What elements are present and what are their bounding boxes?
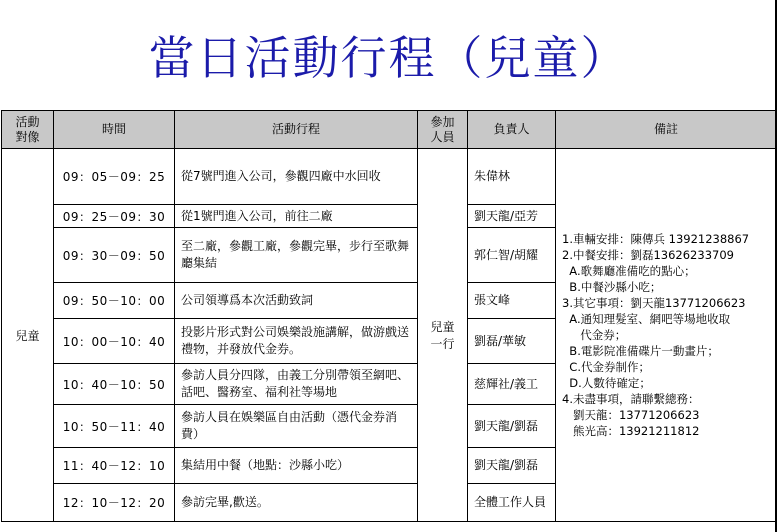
table-row: [2, 149, 777, 205]
participants-cell: [418, 149, 468, 522]
remark-line: 4.未盡事項，請聯繫總務：: [562, 392, 700, 406]
activity-cell: 投影片形式對公司娛樂設施講解，做游戲送禮物，并發放代金券。: [175, 319, 418, 364]
remarks-cell: [556, 149, 777, 522]
remark-line: A.歌舞廳准備吃的點心；: [562, 264, 696, 278]
participants-label: 兒童 一行: [430, 320, 455, 351]
schedule-table: [1, 110, 777, 522]
responsible-cell: 郭仁智/胡耀: [468, 228, 556, 283]
page-title: 當日活動行程（兒童）: [148, 31, 629, 85]
responsible-cell: 劉天龍/亞芳: [468, 205, 556, 228]
time-cell: 09：05－09：25: [54, 149, 175, 205]
responsible-cell: 慈輝社/義工: [468, 364, 556, 405]
activity-cell: 從1號門進入公司，前往二廠: [175, 205, 418, 228]
remark-line: 3.其它事項：劉天龍13771206623: [562, 296, 746, 310]
time-cell: 10：00－10：40: [54, 319, 175, 364]
header-participants: [418, 111, 468, 149]
remark-line: 劉天龍：13771206623: [562, 408, 700, 422]
header-target: [2, 111, 54, 149]
remark-line: 熊光高：13921211812: [562, 424, 700, 438]
activity-cell: 參訪人員在娛樂區自由活動（憑代金券消費）: [175, 405, 418, 448]
remark-line: B.中餐沙縣小吃；: [562, 280, 662, 294]
activity-cell: 參訪完畢,歡送。: [175, 484, 418, 522]
activity-cell: 公司領導爲本次活動致詞: [175, 283, 418, 319]
remark-line: D.人數待確定；: [562, 376, 651, 390]
remark-line: B.電影院准備碟片一動畫片；: [562, 344, 719, 358]
responsible-cell: 張文峰: [468, 283, 556, 319]
time-cell: 09：25－09：30: [54, 205, 175, 228]
activity-cell: 至二廠，參觀工廠，參觀完畢，步行至歌舞廳集結: [175, 228, 418, 283]
time-cell: 09：30－09：50: [54, 228, 175, 283]
time-cell: 10：50－11：40: [54, 405, 175, 448]
responsible-cell: 劉磊/華敏: [468, 319, 556, 364]
target-cell: 兒童: [2, 149, 54, 522]
header-target-label: 活動 對像: [15, 114, 40, 144]
activity-cell: 從7號門進入公司，參觀四廠中水回收: [175, 149, 418, 205]
header-row: [2, 111, 777, 149]
header-activity: 活動行程: [175, 111, 418, 149]
time-cell: 12：10－12：20: [54, 484, 175, 522]
remark-line: 代金券；: [562, 328, 627, 342]
remark-line: C.代金券制作；: [562, 360, 650, 374]
remark-line: 1.車輛安排：陳傳兵 13921238867: [562, 232, 750, 246]
remark-line: 2.中餐安排：劉磊13626233709: [562, 248, 734, 262]
activity-cell: 集結用中餐（地點：沙縣小吃）: [175, 448, 418, 484]
header-participants-label: 參加 人員: [430, 114, 455, 144]
responsible-cell: 朱偉林: [468, 149, 556, 205]
time-cell: 09：50－10：00: [54, 283, 175, 319]
time-cell: 10：40－10：50: [54, 364, 175, 405]
responsible-cell: 劉天龍/劉磊: [468, 405, 556, 448]
responsible-cell: 全體工作人員: [468, 484, 556, 522]
remark-line: A.通知理髮室、網吧等場地收取: [562, 312, 731, 326]
header-time: 時間: [54, 111, 175, 149]
header-responsible: 負責人: [468, 111, 556, 149]
header-remarks: 備註: [556, 111, 777, 149]
time-cell: 11：40－12：10: [54, 448, 175, 484]
activity-cell: 參訪人員分四隊，由義工分別帶領至網吧、話吧、醫務室、福利社等場地: [175, 364, 418, 405]
responsible-cell: 劉天龍/劉磊: [468, 448, 556, 484]
